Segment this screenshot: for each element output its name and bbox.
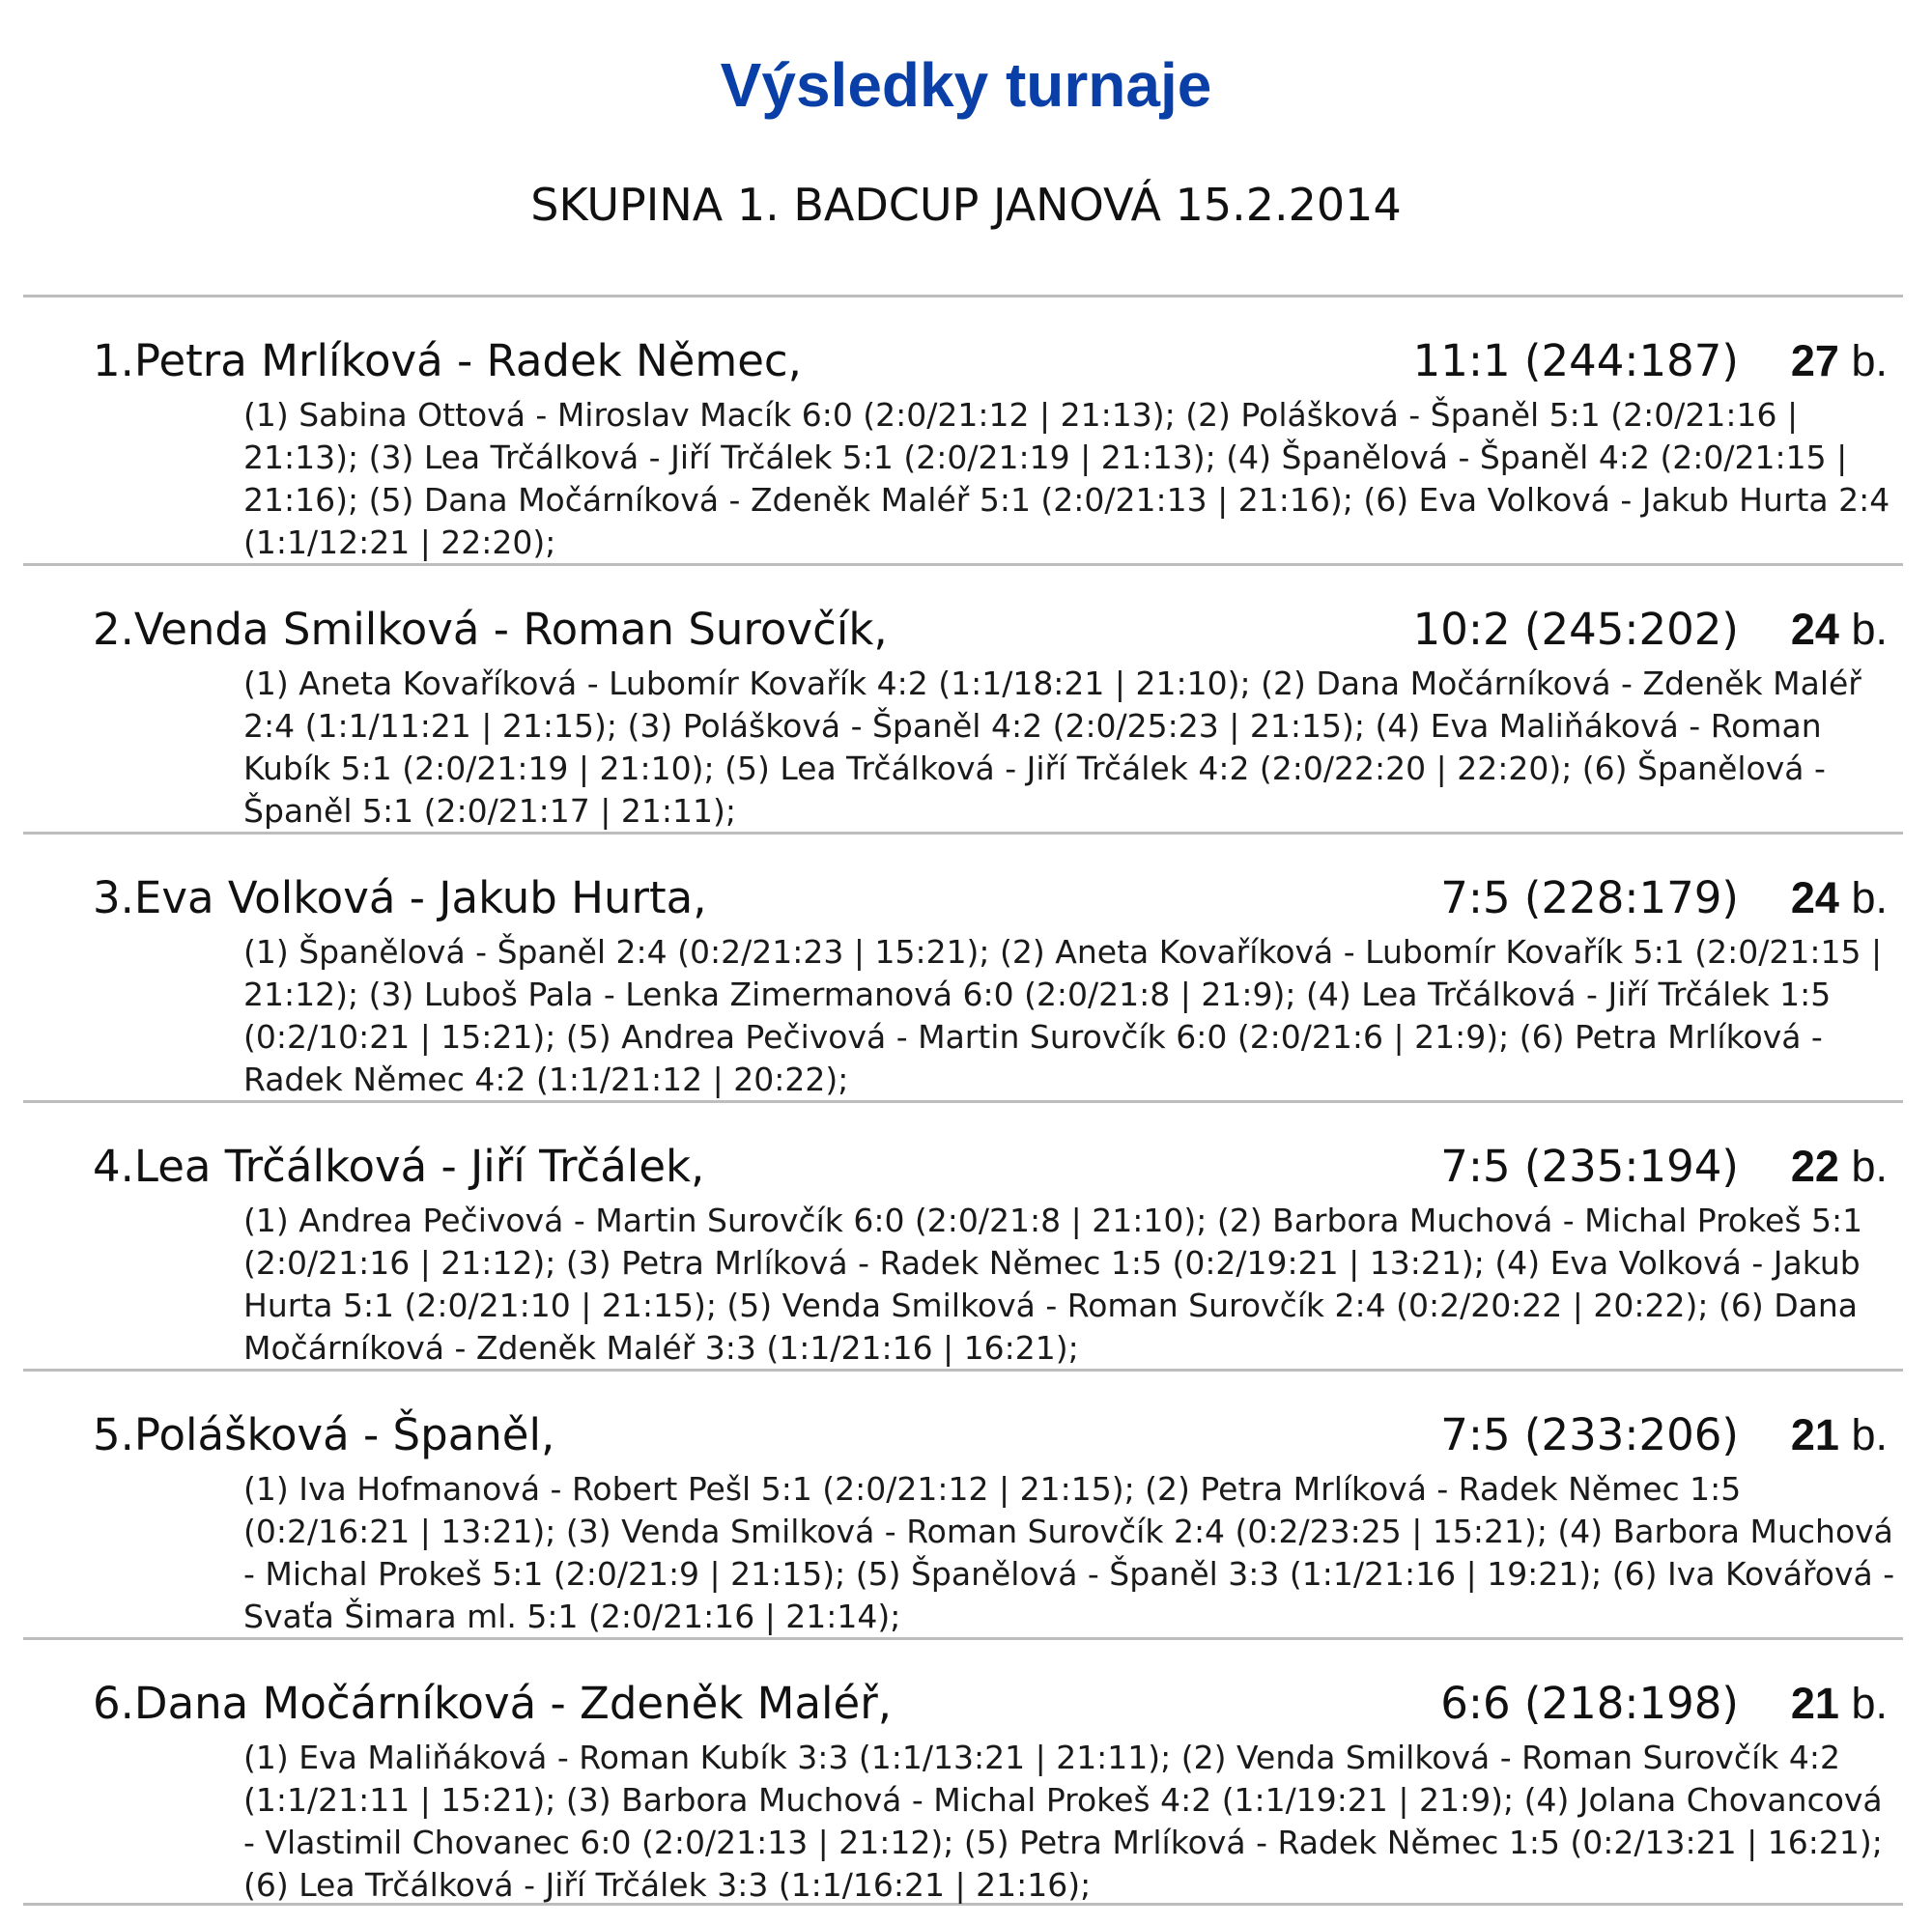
points (1791, 1408, 1888, 1462)
points-value: 21 (1790, 1410, 1839, 1459)
points-unit: b. (1838, 605, 1888, 654)
team-name: 2.Venda Smilková - Roman Surovčík, (93, 604, 888, 655)
points-unit: b. (1838, 1679, 1888, 1728)
match-record: 7:5 (235:194) (1440, 1141, 1739, 1192)
points-value: 24 (1790, 605, 1839, 654)
team-name: 5.Polášková - Španěl, (93, 1409, 555, 1460)
match-details: (1) Andrea Pečivová - Martin Surovčík 6:0 (2:0/21:8 | 21:10); (2) Barbora Muchová - Michal Prokeš 5:1 (2:0/21:16 | 21:12); (3) Petra Mrlíková - Radek Němec 1:5 (0:2/19:21 | 13:21); (4) Eva Volková - Jakub Hurta 5:1 (2:0/21:10 | 21:15); (5) Venda Smilková - Roman Surovčík 2:4 (0:2/20:22 | 20:22); (6) Dana Močárníková - Zdeněk Maléř 3:3 (1:1/21:16 | 16:21); (243, 1202, 1863, 1367)
points-unit: b. (1838, 336, 1888, 385)
points-value: 22 (1790, 1142, 1839, 1191)
points (1791, 603, 1888, 657)
points (1791, 871, 1888, 925)
entry-header (93, 871, 1903, 925)
points-unit: b. (1838, 1142, 1888, 1191)
match-record: 7:5 (228:179) (1440, 872, 1739, 923)
team-name: 3.Eva Volková - Jakub Hurta, (93, 872, 707, 923)
match-details: (1) Španělová - Španěl 2:4 (0:2/21:23 | 15:21); (2) Aneta Kovaříková - Lubomír Kovařík 5:1 (2:0/21:15 | 21:12); (3) Luboš Pala - Lenka Zimermanová 6:0 (2:0/21:8 | 21:9); (4) Lea Trčálková - Jiří Trčálek 1:5 (0:2/10:21 | 15:21); (5) Andrea Pečivová - Martin Surovčík 6:0 (2:0/21:6 | 21:9); (6) Petra Mrlíková - Radek Němec 4:2 (1:1/21:12 | 20:22); (243, 933, 1883, 1098)
page-title: Výsledky turnaje (720, 50, 1212, 120)
match-details: (1) Eva Maliňáková - Roman Kubík 3:3 (1:1/13:21 | 21:11); (2) Venda Smilková - Roman Surovčík 4:2 (1:1/21:11 | 15:21); (3) Barbora Muchová - Michal Prokeš 4:2 (1:1/19:21 | 21:9); (4) Jolana Chovancová - Vlastimil Chovanec 6:0 (2:0/21:13 | 21:12); (5) Petra Mrlíková - Radek Němec 1:5 (0:2/13:21 | 16:21); (6) Lea Trčálková - Jiří Trčálek 3:3 (1:1/16:21 | 21:16); (243, 1739, 1883, 1904)
entry-header (93, 603, 1903, 657)
entry-header (93, 1408, 1903, 1462)
points-value: 24 (1790, 873, 1839, 922)
match-details: (1) Sabina Ottová - Miroslav Macík 6:0 (2:0/21:12 | 21:13); (2) Polášková - Španěl 5:1 (2:0/21:16 | 21:13); (3) Lea Trčálková - Jiří Trčálek 5:1 (2:0/21:19 | 21:13); (4) Španělová - Španěl 4:2 (2:0/21:15 | 21:16); (5) Dana Močárníková - Zdeněk Maléř 5:1 (2:0/21:13 | 21:16); (6) Eva Volková - Jakub Hurta 2:4 (1:1/12:21 | 22:20); (243, 396, 1890, 561)
result-entry (23, 1369, 1903, 1637)
points (1791, 334, 1888, 388)
points-value: 21 (1790, 1679, 1839, 1728)
result-entry (23, 1100, 1903, 1369)
team-name: 6.Dana Močárníková - Zdeněk Maléř, (93, 1678, 893, 1729)
entry-header (93, 1677, 1903, 1731)
match-details: (1) Iva Hofmanová - Robert Pešl 5:1 (2:0/21:12 | 21:15); (2) Petra Mrlíková - Radek Němec 1:5 (0:2/16:21 | 13:21); (3) Venda Smilková - Roman Surovčík 2:4 (0:2/23:25 | 15:21); (4) Barbora Muchová - Michal Prokeš 5:1 (2:0/21:9 | 21:15); (5) Španělová - Španěl 3:3 (1:1/21:16 | 19:21); (6) Iva Kovářová - Svaťa Šimara ml. 5:1 (2:0/21:16 | 21:14); (243, 1470, 1895, 1635)
points-value: 27 (1790, 336, 1839, 385)
match-record: 6:6 (218:198) (1440, 1678, 1739, 1729)
points-unit: b. (1838, 1410, 1888, 1459)
match-details: (1) Aneta Kovaříková - Lubomír Kovařík 4:2 (1:1/18:21 | 21:10); (2) Dana Močárníková - Zdeněk Maléř 2:4 (1:1/11:21 | 21:15); (3) Polášková - Španěl 4:2 (2:0/25:23 | 21:15); (4) Eva Maliňáková - Roman Kubík 5:1 (2:0/21:19 | 21:10); (5) Lea Trčálková - Jiří Trčálek 4:2 (2:0/22:20 | 22:20); (6) Španělová - Španěl 5:1 (2:0/21:17 | 21:11); (243, 665, 1861, 830)
points (1791, 1677, 1888, 1731)
match-record: 10:2 (245:202) (1412, 604, 1739, 655)
entry-header (93, 1140, 1903, 1194)
result-entry (23, 295, 1903, 563)
page-subtitle: SKUPINA 1. BADCUP JANOVÁ 15.2.2014 (530, 179, 1402, 231)
result-entry (23, 1637, 1903, 1906)
results-list (23, 295, 1903, 1906)
team-name: 4.Lea Trčálková - Jiří Trčálek, (93, 1141, 705, 1192)
points (1791, 1140, 1888, 1194)
result-entry (23, 832, 1903, 1100)
match-record: 11:1 (244:187) (1412, 335, 1739, 386)
result-entry (23, 563, 1903, 832)
points-unit: b. (1838, 873, 1888, 922)
match-record: 7:5 (233:206) (1440, 1409, 1739, 1460)
team-name: 1.Petra Mrlíková - Radek Němec, (93, 335, 802, 386)
entry-header (93, 334, 1903, 388)
